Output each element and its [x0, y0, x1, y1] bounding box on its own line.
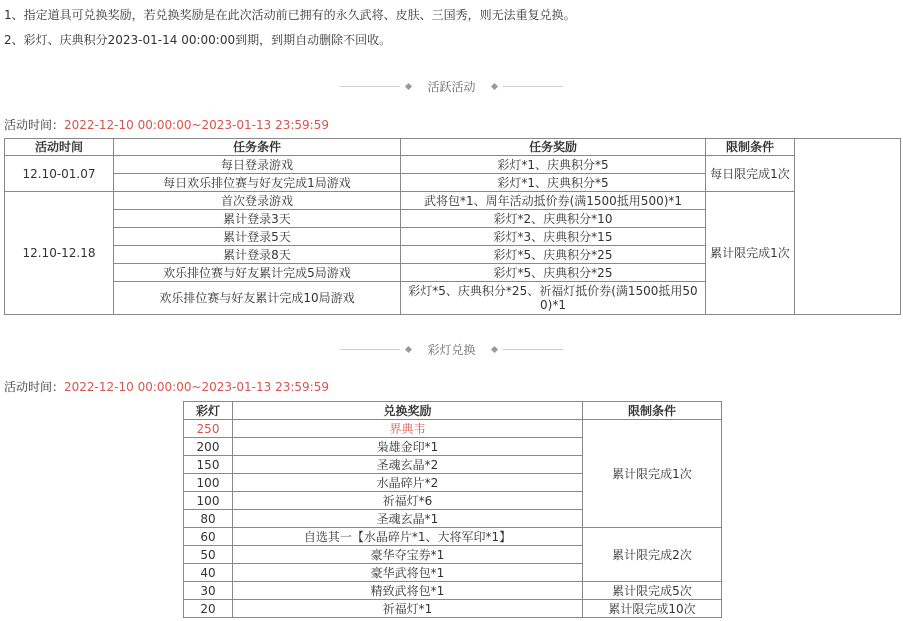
reward-cell: 水晶碎片*2: [233, 474, 583, 492]
header-cost: 彩灯: [184, 402, 233, 420]
table-row: [184, 528, 722, 546]
activity-time-value: 2022-12-10 00:00:00~2023-01-13 23:59:59: [64, 380, 329, 394]
limit-cell: 每日限完成1次: [706, 156, 795, 192]
condition-cell: 欢乐排位赛与好友累计完成10局游戏: [114, 282, 401, 315]
task-table-header: [5, 139, 901, 156]
section-title-text: 彩灯兑换: [427, 342, 476, 357]
divider-right: [503, 86, 563, 87]
reward-cell: 圣魂玄晶*2: [233, 456, 583, 474]
activity-time-label: 活动时间：: [4, 380, 65, 394]
reward-cell: 祈福灯*6: [233, 492, 583, 510]
cost-cell: 250: [184, 420, 233, 438]
header-limit: 限制条件: [706, 139, 795, 156]
condition-cell: 欢乐排位赛与好友累计完成5局游戏: [114, 264, 401, 282]
header-condition: 任务条件: [114, 139, 401, 156]
reward-cell: 界典韦: [233, 420, 583, 438]
exchange-table-header: [184, 402, 722, 420]
period-cell: 12.10-12.18: [5, 192, 114, 315]
reward-cell: 精致武将包*1: [233, 582, 583, 600]
divider-right: [503, 349, 563, 350]
reward-cell: 彩灯*5、庆典积分*25: [401, 246, 706, 264]
cost-cell: 40: [184, 564, 233, 582]
limit-cell: 累计限完成5次: [583, 582, 722, 600]
cost-cell: 50: [184, 546, 233, 564]
section-title-active: [0, 77, 903, 95]
condition-cell: 每日欢乐排位赛与好友完成1局游戏: [114, 174, 401, 192]
header-reward: 兑换奖励: [233, 402, 583, 420]
section-title-exchange: [0, 340, 903, 358]
header-limit: 限制条件: [583, 402, 722, 420]
table-row: [184, 420, 722, 438]
diamond-icon: [405, 345, 412, 352]
condition-cell: 累计登录8天: [114, 246, 401, 264]
reward-cell: 彩灯*5、庆典积分*25、祈福灯抵价券(满1500抵用500)*1: [401, 282, 706, 315]
task-table: [4, 138, 901, 315]
divider-left: [340, 86, 400, 87]
reward-cell: 彩灯*1、庆典积分*5: [401, 156, 706, 174]
cost-cell: 80: [184, 510, 233, 528]
cost-cell: 150: [184, 456, 233, 474]
table-row: [184, 582, 722, 600]
condition-cell: 累计登录3天: [114, 210, 401, 228]
reward-cell: 彩灯*3、庆典积分*15: [401, 228, 706, 246]
reward-cell: 彩灯*5、庆典积分*25: [401, 264, 706, 282]
divider-left: [340, 349, 400, 350]
reward-cell: 武将包*1、周年活动抵价券(满1500抵用500)*1: [401, 192, 706, 210]
cost-cell: 200: [184, 438, 233, 456]
reward-cell: 豪华夺宝券*1: [233, 546, 583, 564]
reward-cell: 彩灯*1、庆典积分*5: [401, 174, 706, 192]
header-reward: 任务奖励: [401, 139, 706, 156]
reward-cell: 圣魂玄晶*1: [233, 510, 583, 528]
header-period: 活动时间: [5, 139, 114, 156]
diamond-icon: [490, 345, 497, 352]
reward-cell: 祈福灯*1: [233, 600, 583, 618]
diamond-icon: [405, 82, 412, 89]
empty-cell: [795, 139, 901, 315]
reward-cell: 彩灯*2、庆典积分*10: [401, 210, 706, 228]
note-1: 1、指定道具可兑换奖励，若兑换奖励是在此次活动前已拥有的永久武将、皮肤、三国秀，则无法重复兑换。: [4, 8, 576, 22]
activity-time-value: 2022-12-10 00:00:00~2023-01-13 23:59:59: [64, 118, 329, 132]
limit-cell: 累计限完成2次: [583, 528, 722, 582]
limit-cell: 累计限完成1次: [706, 192, 795, 315]
reward-cell: 豪华武将包*1: [233, 564, 583, 582]
activity-time-2: [4, 379, 329, 395]
period-cell: 12.10-01.07: [5, 156, 114, 192]
section-title-text: 活跃活动: [427, 79, 476, 94]
condition-cell: 首次登录游戏: [114, 192, 401, 210]
cost-cell: 30: [184, 582, 233, 600]
exchange-table: [183, 401, 722, 618]
limit-cell: 累计限完成10次: [583, 600, 722, 618]
cost-cell: 60: [184, 528, 233, 546]
diamond-icon: [490, 82, 497, 89]
activity-time-1: [4, 117, 329, 133]
table-row: [5, 192, 901, 210]
note-2: 2、彩灯、庆典积分2023-01-14 00:00:00到期，到期自动删除不回收。: [4, 33, 392, 47]
limit-cell: 累计限完成1次: [583, 420, 722, 528]
table-row: [5, 156, 901, 174]
cost-cell: 100: [184, 474, 233, 492]
cost-cell: 100: [184, 492, 233, 510]
condition-cell: 累计登录5天: [114, 228, 401, 246]
condition-cell: 每日登录游戏: [114, 156, 401, 174]
reward-cell: 枭雄金印*1: [233, 438, 583, 456]
table-row: [184, 600, 722, 618]
cost-cell: 20: [184, 600, 233, 618]
activity-time-label: 活动时间：: [4, 118, 65, 132]
reward-cell: 自选其一【水晶碎片*1、大将军印*1】: [233, 528, 583, 546]
